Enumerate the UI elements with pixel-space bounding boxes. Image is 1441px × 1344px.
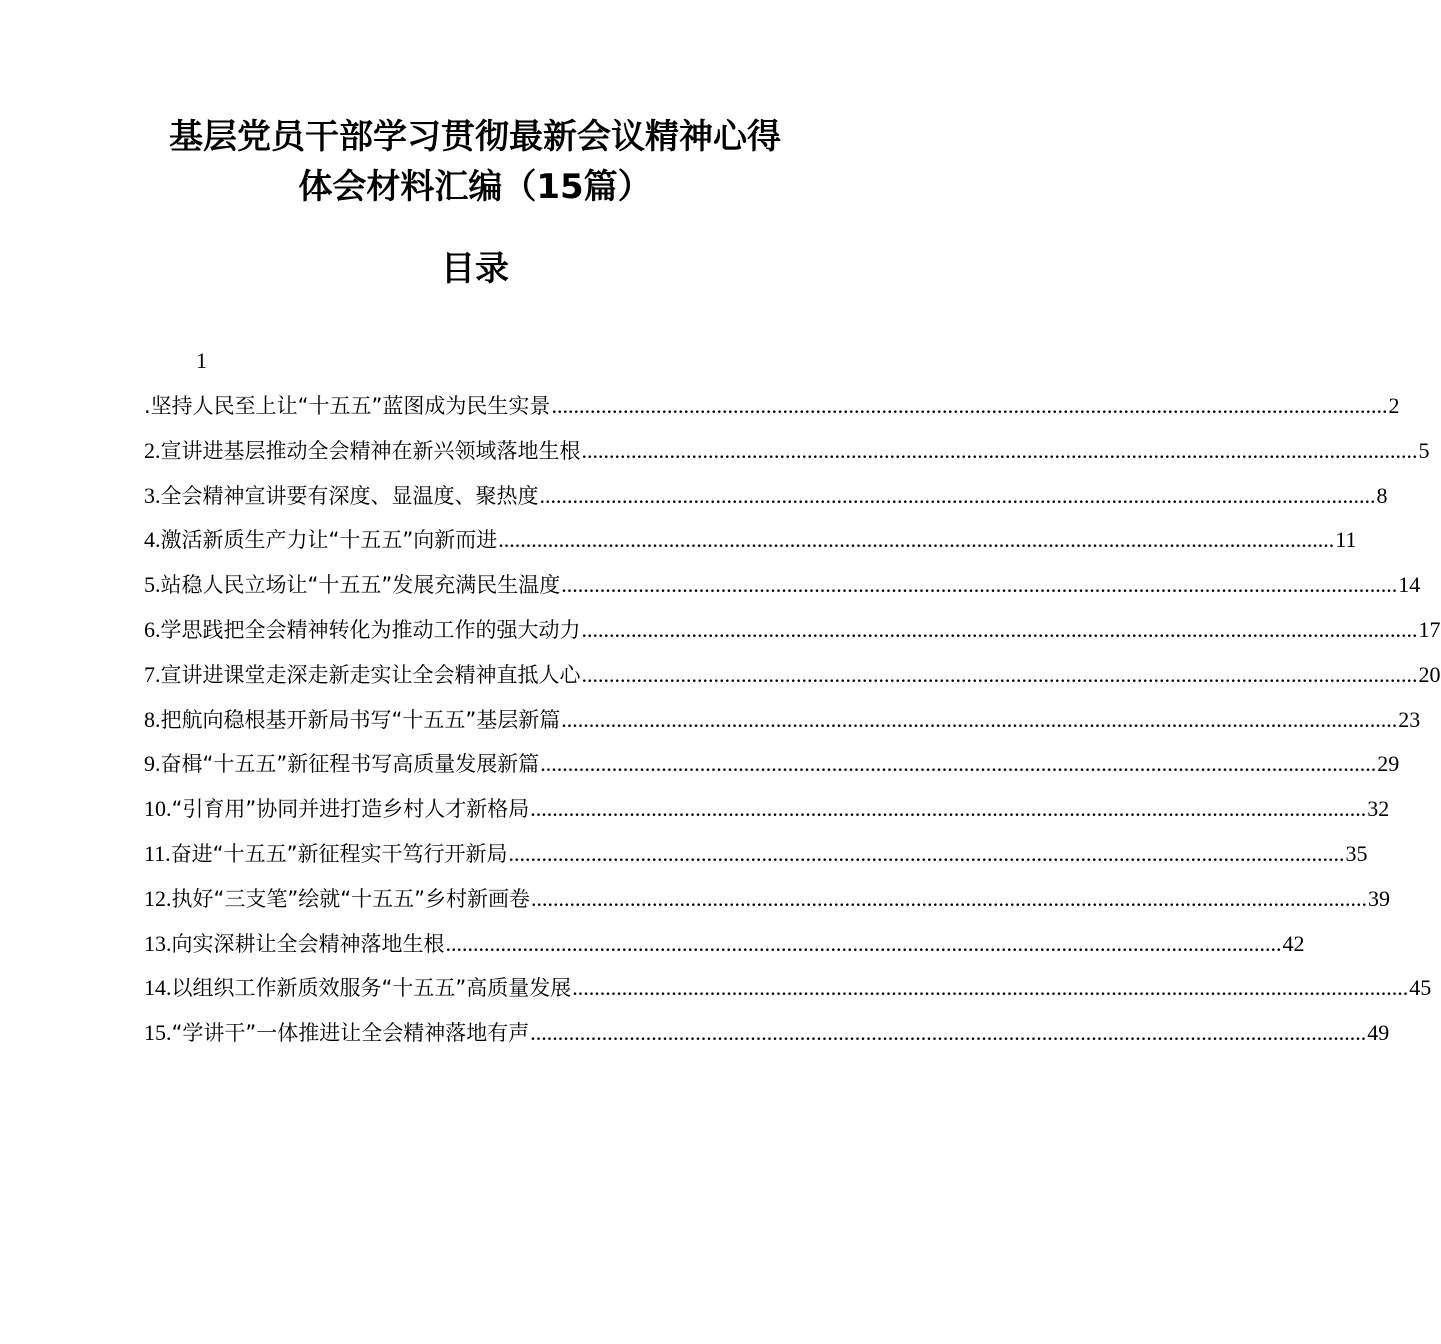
- toc-entry-title: [144, 570, 560, 600]
- toc-dot-leader: [540, 481, 1376, 511]
- toc-entry-number: 8.: [144, 706, 161, 732]
- toc-entry-page: 20: [1418, 661, 1441, 687]
- toc-entry-title: [144, 525, 497, 555]
- toc-entry-text: 向实深耕让全会精神落地生根: [171, 931, 445, 956]
- toc-entry-title: [144, 391, 550, 421]
- toc-entry-title: [144, 481, 539, 511]
- toc-entry-title: [144, 705, 560, 735]
- toc-entry-number: 5.: [144, 572, 161, 598]
- toc-entry-number: 9.: [144, 751, 161, 777]
- toc-entry[interactable]: [144, 794, 1390, 839]
- toc-dot-leader: [530, 794, 1366, 824]
- toc-entry-page: 14: [1398, 572, 1421, 598]
- toc-entry-text: 奋进“十五五”新征程实干笃行开新局: [170, 841, 508, 866]
- toc-dot-leader: [530, 1018, 1366, 1048]
- toc-dot-leader: [561, 705, 1397, 735]
- toc-entry[interactable]: [144, 481, 1388, 526]
- toc-entry-text: 站稳人民立场让“十五五”发展充满民生温度: [160, 573, 561, 598]
- toc-entry-number: 15.: [144, 1020, 172, 1046]
- toc-entry-title: [144, 749, 539, 779]
- toc-dot-leader: [531, 884, 1367, 914]
- toc-entry[interactable]: [144, 884, 1391, 929]
- toc-entry-title: [144, 1018, 529, 1048]
- toc-entry[interactable]: [144, 436, 1430, 481]
- title-line-1: 基层党员干部学习贯彻最新会议精神心得: [169, 117, 781, 157]
- toc-entry-title: [144, 615, 581, 645]
- toc-entry-page: 42: [1282, 930, 1305, 956]
- toc-entry[interactable]: [144, 660, 1441, 705]
- toc-entry-text: 执好“三支笔”绘就“十五五”乡村新画卷: [171, 886, 531, 911]
- toc-entry[interactable]: [144, 973, 1432, 1018]
- toc-entry[interactable]: [144, 1018, 1390, 1063]
- toc-entry-number: 2.: [144, 437, 161, 463]
- toc-entry-number: 3.: [144, 482, 161, 508]
- toc-dot-leader: [561, 570, 1397, 600]
- toc-entry-page: 8: [1376, 482, 1388, 508]
- toc-dot-leader: [498, 525, 1334, 555]
- toc-entry-page: 39: [1368, 885, 1391, 911]
- toc-entry-text: 奋楫“十五五”新征程书写高质量发展新篇: [160, 752, 540, 777]
- table-of-contents: [144, 391, 1441, 1063]
- toc-entry-page: 11: [1335, 527, 1357, 553]
- title-line-2: 体会材料汇编（15篇）: [298, 167, 652, 207]
- toc-entry-page: 23: [1398, 706, 1421, 732]
- toc-entry[interactable]: [144, 570, 1421, 615]
- toc-dot-leader: [446, 929, 1282, 959]
- toc-entry-title: [144, 660, 581, 690]
- toc-entry-page: 2: [1388, 393, 1400, 418]
- toc-dot-leader: [582, 660, 1418, 690]
- toc-entry[interactable]: [144, 391, 1400, 436]
- toc-entry-page: 17: [1418, 616, 1441, 642]
- toc-entry-text: 宣讲进课堂走深走新走实让全会精神直抵人心: [160, 662, 581, 687]
- toc-entry-text: 把航向稳根基开新局书写“十五五”基层新篇: [160, 707, 561, 732]
- toc-dot-leader: [572, 973, 1408, 1003]
- toc-entry[interactable]: [144, 839, 1368, 884]
- toc-entry-title: [144, 884, 530, 914]
- toc-entry-title: [144, 436, 581, 466]
- toc-entry-page: 5: [1418, 437, 1430, 463]
- toc-dot-leader: [582, 615, 1418, 645]
- toc-entry[interactable]: [144, 525, 1357, 570]
- toc-entry-text: .坚持人民至上让“十五五”蓝图成为民生实景: [144, 394, 551, 418]
- toc-entry-number: 7.: [144, 661, 161, 687]
- toc-entry-number: 12.: [144, 885, 172, 911]
- toc-entry-number: 6.: [144, 616, 161, 642]
- toc-entry-title: [144, 839, 507, 869]
- toc-heading: 目录: [441, 249, 509, 289]
- toc-entry-number: 4.: [144, 527, 161, 553]
- toc-entry-page: 35: [1345, 840, 1368, 866]
- toc-entry-title: [144, 794, 529, 824]
- toc-entry-text: “引育用”协同并进打造乡村人才新格局: [171, 797, 530, 822]
- document-title: [100, 112, 850, 212]
- toc-entry-text: 以组织工作新质效服务“十五五”高质量发展: [171, 976, 572, 1001]
- toc-entry[interactable]: [144, 749, 1400, 794]
- toc-entry-text: 激活新质生产力让“十五五”向新而进: [160, 528, 498, 553]
- toc-entry-page: 49: [1367, 1020, 1390, 1046]
- toc-entry-text: 学思践把全会精神转化为推动工作的强大动力: [160, 617, 581, 642]
- toc-entry-text: 宣讲进基层推动全会精神在新兴领域落地生根: [160, 438, 581, 463]
- toc-entry-page: 29: [1377, 751, 1400, 777]
- toc-entry-text: “学讲干”一体推进让全会精神落地有声: [171, 1021, 530, 1046]
- toc-entry-title: [144, 973, 571, 1003]
- stray-number: 1: [196, 348, 207, 373]
- toc-dot-leader: [551, 391, 1387, 421]
- toc-entry-number: 10.: [144, 796, 172, 822]
- toc-entry-page: 45: [1409, 975, 1432, 1001]
- toc-entry-page: 32: [1367, 796, 1390, 822]
- toc-dot-leader: [540, 749, 1376, 779]
- toc-entry-number: 13.: [144, 930, 172, 956]
- toc-entry-text: 全会精神宣讲要有深度、显温度、聚热度: [160, 483, 539, 508]
- toc-entry-number: 11.: [144, 840, 171, 866]
- toc-entry[interactable]: [144, 929, 1305, 974]
- toc-entry[interactable]: [144, 615, 1441, 660]
- toc-dot-leader: [508, 839, 1344, 869]
- toc-dot-leader: [582, 436, 1418, 466]
- toc-entry[interactable]: [144, 705, 1421, 750]
- toc-entry-number: 14.: [144, 975, 172, 1001]
- toc-entry-title: [144, 929, 445, 959]
